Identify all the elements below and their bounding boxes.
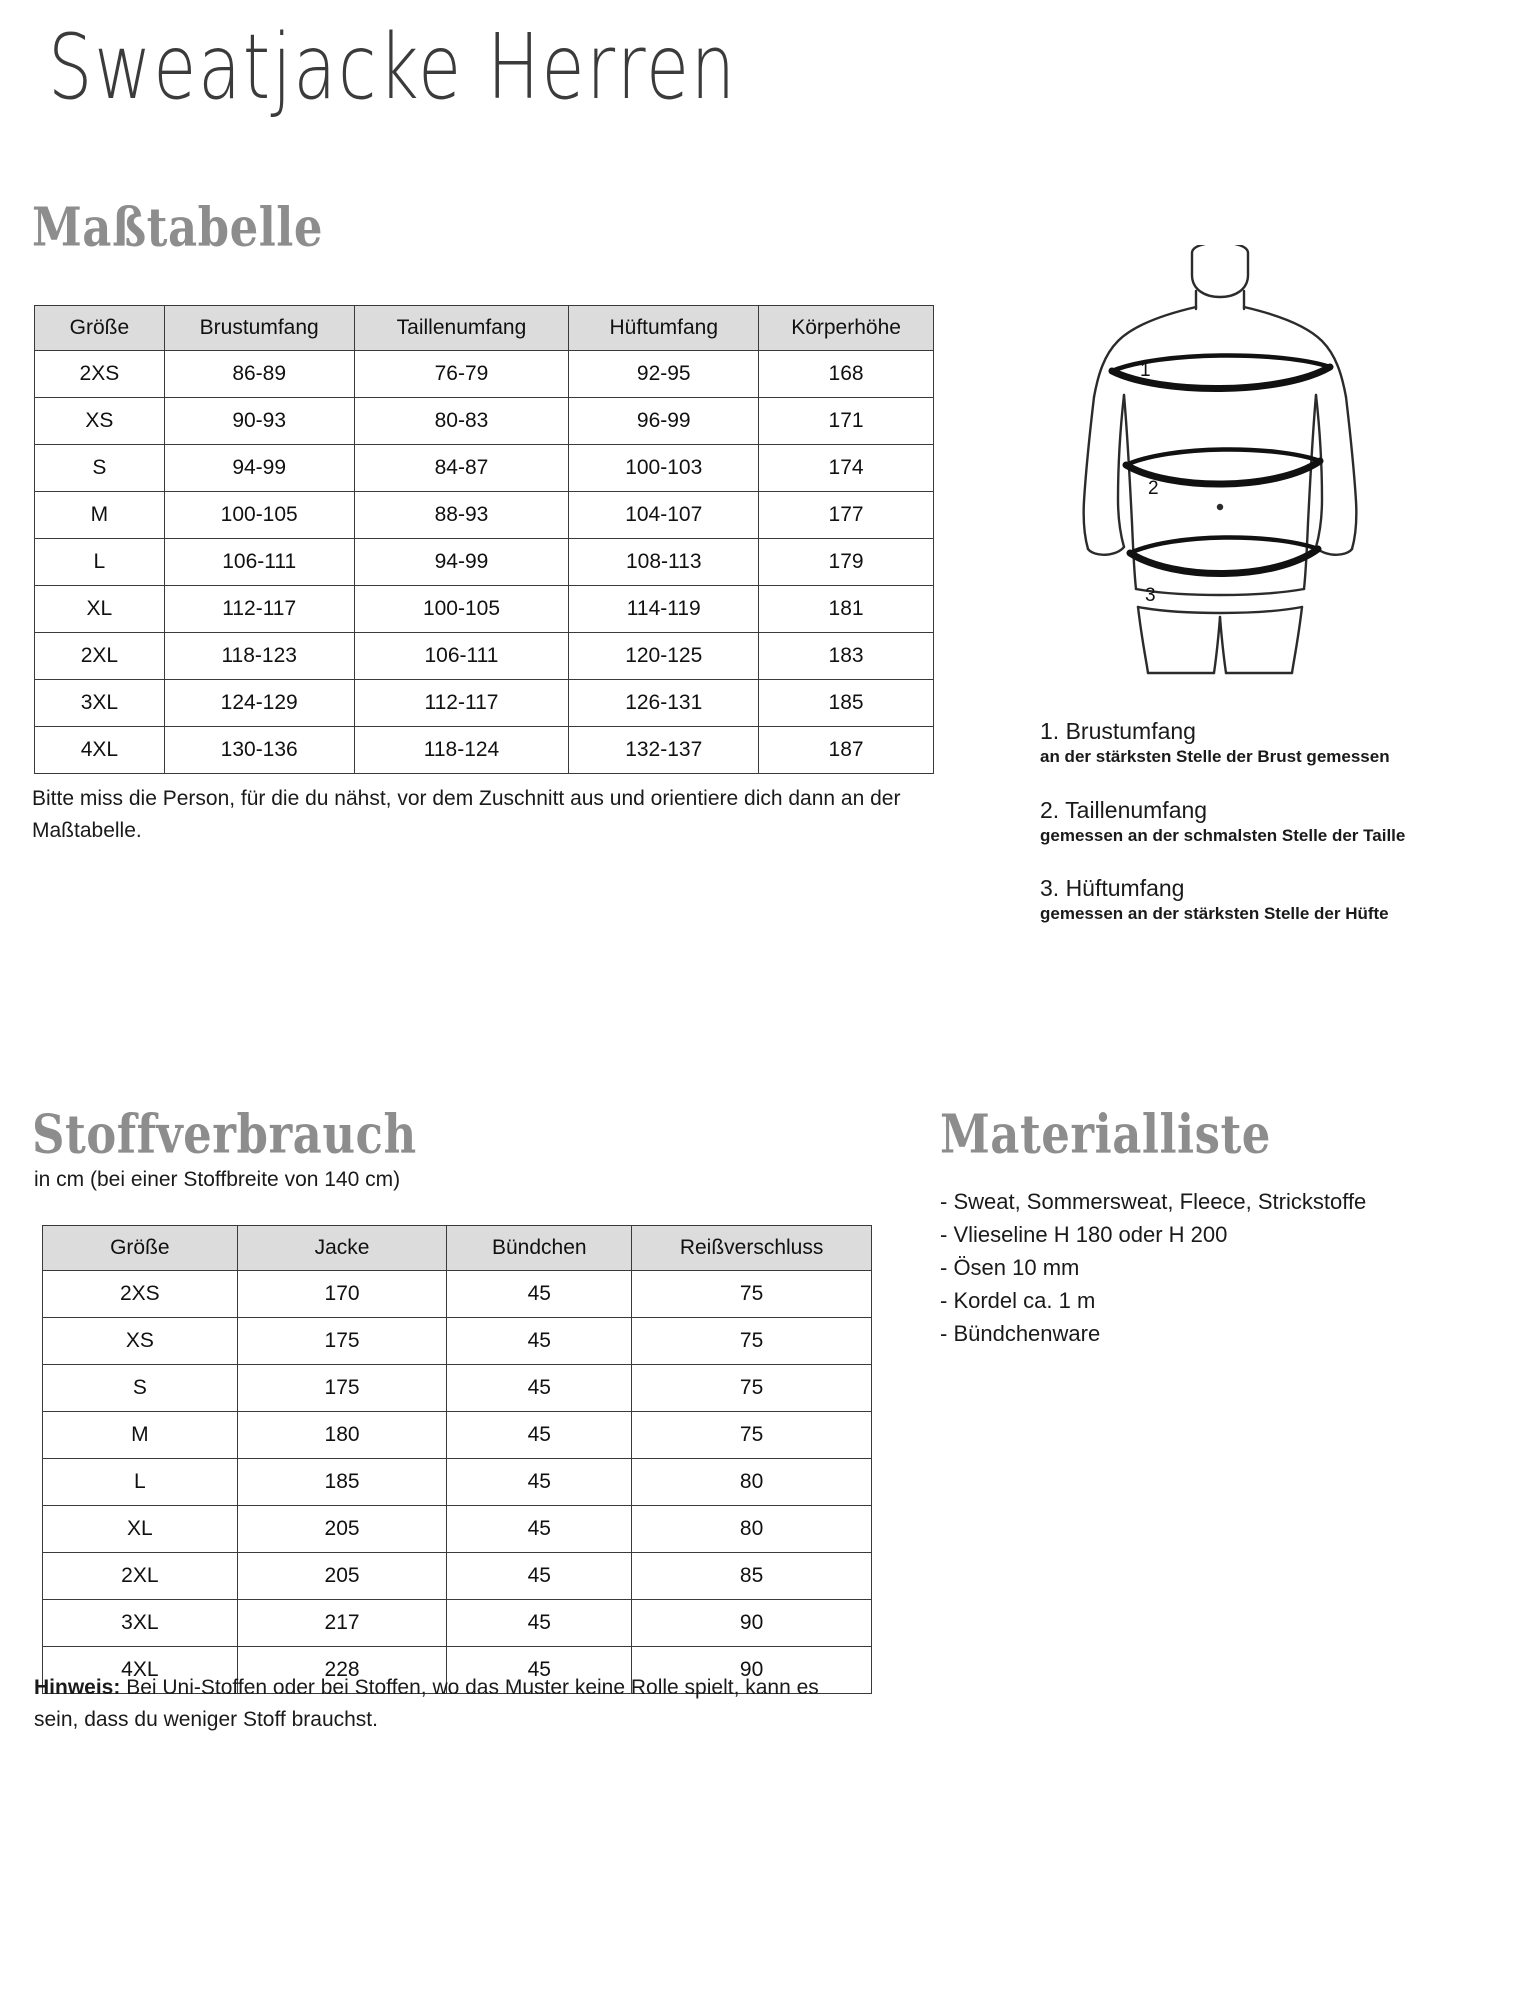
cell-waist: 100-105 — [354, 586, 569, 633]
cell-height: 179 — [759, 539, 934, 586]
legend-title: 2. Taillenumfang — [1040, 797, 1208, 823]
cell-hip: 108-113 — [569, 539, 759, 586]
fabric-usage-table — [42, 1225, 872, 1694]
table-row — [35, 727, 934, 774]
table-row — [43, 1459, 872, 1506]
legend-item-hip — [1040, 875, 1389, 924]
hinweis-text — [34, 1672, 824, 1736]
cell-chest: 90-93 — [164, 398, 354, 445]
cell-zipper: 75 — [632, 1271, 872, 1318]
section-heading-stoffverbrauch: Stoffverbrauch — [32, 1103, 417, 1166]
cell-cuff: 45 — [447, 1271, 632, 1318]
cell-zipper: 90 — [632, 1647, 872, 1694]
table-row — [43, 1412, 872, 1459]
cell-size: 4XL — [35, 727, 165, 774]
cell-jacket: 228 — [237, 1647, 447, 1694]
cell-size: L — [43, 1459, 238, 1506]
cell-jacket: 180 — [237, 1412, 447, 1459]
cell-hip: 132-137 — [569, 727, 759, 774]
cell-size: M — [35, 492, 165, 539]
body-measurement-figure — [1020, 245, 1420, 680]
legend-description: an der stärksten Stelle der Brust gemessen — [1040, 747, 1390, 766]
list-item: - Kordel ca. 1 m — [940, 1288, 1096, 1313]
column-header-waist: Taillenumfang — [354, 306, 569, 351]
cell-waist: 84-87 — [354, 445, 569, 492]
list-item: - Sweat, Sommersweat, Fleece, Strickstoffe — [940, 1189, 1367, 1214]
figure-marker-2: 2 — [1148, 478, 1159, 499]
cell-size: L — [35, 539, 165, 586]
list-item: - Ösen 10 mm — [940, 1255, 1080, 1280]
cell-chest: 94-99 — [164, 445, 354, 492]
table-row — [35, 633, 934, 680]
cell-size: S — [35, 445, 165, 492]
cell-chest: 106-111 — [164, 539, 354, 586]
figure-marker-3: 3 — [1145, 585, 1156, 606]
column-header-chest: Brustumfang — [164, 306, 354, 351]
cell-cuff: 45 — [447, 1553, 632, 1600]
cell-jacket: 175 — [237, 1365, 447, 1412]
legend-description: gemessen an der stärksten Stelle der Hüfte — [1040, 904, 1389, 923]
cell-zipper: 80 — [632, 1459, 872, 1506]
table-row — [43, 1318, 872, 1365]
table-row — [43, 1553, 872, 1600]
cell-size: XL — [43, 1506, 238, 1553]
legend-description: gemessen an der schmalsten Stelle der Taille — [1040, 826, 1406, 845]
cell-hip: 104-107 — [569, 492, 759, 539]
section-heading-masstabelle: Maßtabelle — [32, 196, 324, 259]
legend-title: 1. Brustumfang — [1040, 718, 1196, 744]
column-header-jacket: Jacke — [237, 1226, 447, 1271]
table-header-row — [43, 1226, 872, 1271]
cell-jacket: 175 — [237, 1318, 447, 1365]
cell-size: XS — [35, 398, 165, 445]
table-row — [35, 680, 934, 727]
torso-illustration — [1020, 245, 1420, 675]
cell-height: 181 — [759, 586, 934, 633]
table-row — [35, 586, 934, 633]
table-row — [35, 351, 934, 398]
figure-marker-1: 1 — [1140, 360, 1151, 381]
cell-zipper: 90 — [632, 1600, 872, 1647]
legend-title: 3. Hüftumfang — [1040, 875, 1185, 901]
cell-hip: 92-95 — [569, 351, 759, 398]
cell-cuff: 45 — [447, 1459, 632, 1506]
column-header-zipper: Reißverschluss — [632, 1226, 872, 1271]
cell-height: 174 — [759, 445, 934, 492]
cell-zipper: 85 — [632, 1553, 872, 1600]
column-header-hip: Hüftumfang — [569, 306, 759, 351]
cell-size: 3XL — [35, 680, 165, 727]
cell-cuff: 45 — [447, 1506, 632, 1553]
table-row — [35, 445, 934, 492]
cell-jacket: 185 — [237, 1459, 447, 1506]
cell-height: 168 — [759, 351, 934, 398]
table-row — [35, 492, 934, 539]
list-item: - Vlieseline H 180 oder H 200 — [940, 1222, 1228, 1247]
cell-size: 3XL — [43, 1600, 238, 1647]
cell-height: 177 — [759, 492, 934, 539]
cell-zipper: 75 — [632, 1412, 872, 1459]
cell-zipper: 80 — [632, 1506, 872, 1553]
column-header-cuff: Bündchen — [447, 1226, 632, 1271]
hinweis-label: Hinweis: — [34, 1676, 121, 1699]
cell-chest: 118-123 — [164, 633, 354, 680]
cell-waist: 80-83 — [354, 398, 569, 445]
cell-chest: 112-117 — [164, 586, 354, 633]
section-heading-materialliste: Materialliste — [940, 1103, 1271, 1166]
material-list — [940, 1185, 1366, 1350]
cell-hip: 114-119 — [569, 586, 759, 633]
cell-cuff: 45 — [447, 1365, 632, 1412]
cell-waist: 94-99 — [354, 539, 569, 586]
cell-hip: 120-125 — [569, 633, 759, 680]
cell-size: 2XS — [35, 351, 165, 398]
cell-waist: 106-111 — [354, 633, 569, 680]
cell-size: 4XL — [43, 1647, 238, 1694]
cell-cuff: 45 — [447, 1647, 632, 1694]
cell-hip: 100-103 — [569, 445, 759, 492]
legend-item-chest — [1040, 718, 1390, 767]
cell-size: S — [43, 1365, 238, 1412]
cell-waist: 76-79 — [354, 351, 569, 398]
cell-chest: 124-129 — [164, 680, 354, 727]
cell-size: XL — [35, 586, 165, 633]
table-row — [43, 1600, 872, 1647]
cell-cuff: 45 — [447, 1600, 632, 1647]
list-item: - Bündchenware — [940, 1321, 1101, 1346]
column-header-height: Körperhöhe — [759, 306, 934, 351]
size-chart-table — [34, 305, 934, 774]
cell-jacket: 170 — [237, 1271, 447, 1318]
cell-cuff: 45 — [447, 1412, 632, 1459]
cell-chest: 130-136 — [164, 727, 354, 774]
hinweis-body: Bei Uni-Stoffen oder bei Stoffen, wo das Muster keine Rolle spielt, kann es sein, dass du weniger Stoff brauchst. — [34, 1676, 819, 1731]
tape-hip — [1130, 537, 1318, 573]
page-title: Sweatjacke Herren — [48, 14, 737, 120]
cell-size: 2XS — [43, 1271, 238, 1318]
cell-size: M — [43, 1412, 238, 1459]
cell-jacket: 217 — [237, 1600, 447, 1647]
table-header-row — [35, 306, 934, 351]
table-row — [43, 1271, 872, 1318]
column-header-size: Größe — [35, 306, 165, 351]
cell-waist: 88-93 — [354, 492, 569, 539]
cell-jacket: 205 — [237, 1553, 447, 1600]
cell-size: 2XL — [35, 633, 165, 680]
table-row — [35, 539, 934, 586]
stoffverbrauch-subtitle: in cm (bei einer Stoffbreite von 140 cm) — [34, 1168, 401, 1191]
cell-chest: 100-105 — [164, 492, 354, 539]
cell-size: XS — [43, 1318, 238, 1365]
table-row — [43, 1365, 872, 1412]
cell-waist: 112-117 — [354, 680, 569, 727]
measure-instruction-text: Bitte miss die Person, für die du nähst, vor dem Zuschnitt aus und orientiere dich dann an der Maßtabelle. — [32, 787, 901, 842]
cell-chest: 86-89 — [164, 351, 354, 398]
cell-height: 171 — [759, 398, 934, 445]
cell-jacket: 205 — [237, 1506, 447, 1553]
column-header-size: Größe — [43, 1226, 238, 1271]
cell-hip: 96-99 — [569, 398, 759, 445]
cell-height: 187 — [759, 727, 934, 774]
cell-waist: 118-124 — [354, 727, 569, 774]
table-row — [43, 1506, 872, 1553]
cell-height: 183 — [759, 633, 934, 680]
table-row — [35, 398, 934, 445]
cell-height: 185 — [759, 680, 934, 727]
cell-zipper: 75 — [632, 1365, 872, 1412]
legend-item-waist — [1040, 797, 1405, 846]
cell-cuff: 45 — [447, 1318, 632, 1365]
cell-hip: 126-131 — [569, 680, 759, 727]
cell-size: 2XL — [43, 1553, 238, 1600]
cell-zipper: 75 — [632, 1318, 872, 1365]
